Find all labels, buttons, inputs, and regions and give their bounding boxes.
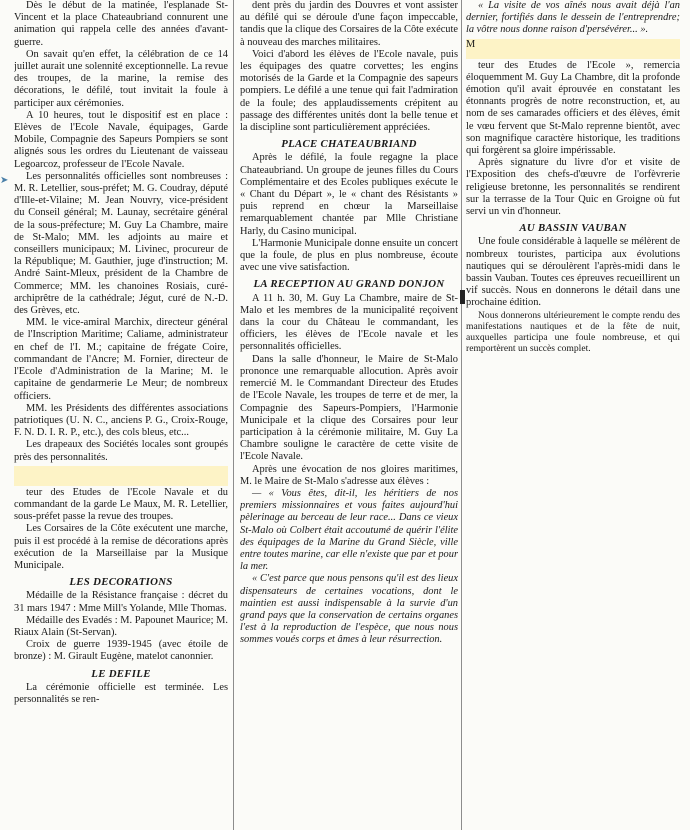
paragraph: On savait qu'en effet, la célébration de ce 14 juillet aurait une solennité exceptionnelle. La revue des troupes, de la marine, la remise des décorations, le défilé, tout invitait la foule à participer aux cérémonies. bbox=[14, 48, 228, 109]
section-heading: LE DEFILE bbox=[91, 667, 151, 680]
article-column-2 bbox=[240, 0, 458, 647]
paragraph: MM. le vice-amiral Marchix, directeur général de l'Inscription Maritime; Caliame, administrateur en chef de l'I. M.; capitaine de frégate Coire, commandant de l'Ancre; M. Fornier, directeur de l'Ecole d'Administration de la Marine; M. le capitaine de gendarmerie Le Meur; de nombreux officiers. bbox=[14, 317, 228, 402]
paragraph: teur des Etudes de l'Ecole Navale et du commandant de la garde Le Maux, M. R. Letellier, sous-préfet passe la revue des troupes. bbox=[14, 486, 228, 523]
paragraph: Médaille des Evadés : M. Papounet Maurice; M. Riaux Alain (St-Servan). bbox=[14, 614, 228, 638]
paragraph: Voici d'abord les élèves de l'Ecole navale, puis les équipages des quatre corvettes; les engins motorisés de la Garde et la Compagnie des sapeurs pompiers. Le défilé a une tenue qui fait l'admiration de la foule; des applaudissements crépitent au passage des différentes unités dont la belle tenue et la discipline sont particulièrement appréciées. bbox=[240, 48, 458, 134]
paragraph: Les Corsaires de la Côte exécutent une marche, puis il est procédé à la remise de décorations après exécution de la Marseillaise par la Musique Municipale. bbox=[14, 523, 228, 571]
paragraph: dent près du jardin des Douvres et vont assister au défilé qui se déroule d'une façon impeccable, tandis que la clique des Corsaires de la Côte exécute à nouveau des marches militaires. bbox=[240, 0, 458, 48]
section-heading: AU BASSIN VAUBAN bbox=[519, 222, 627, 235]
paragraph: Nous donnerons ultérieurement le compte rendu des manifestations nautiques et de la fête de nuit, auxquelles participa une foule nombreuse, et qui remportèrent un succès complet. bbox=[466, 309, 680, 354]
paragraph: Après le défilé, la foule regagne la place Chateaubriand. Un groupe de jeunes filles du Cours Complémentaire et des Ecoles publiques exécute le « Chant du Départ », le « chant des Résistants » puis reprend en chœur la Marseillaise remarquablement chantée par Mlle Christiane Harly, du Casino municipal. bbox=[240, 152, 458, 237]
paragraph: Croix de guerre 1939-1945 (avec étoile de bronze) : M. Girault Eugène, matelot canonnier. bbox=[14, 639, 228, 663]
highlighted-line bbox=[14, 466, 228, 486]
paragraph: Après signature du livre d'or et visite de l'Exposition des chefs-d'œuvre de l'orfèvrerie religieuse bretonne, les personnalités se rendirent sur la terrasse de la Tour Quic en Groigne où fut servi un vin d'honneur. bbox=[466, 157, 680, 218]
paragraph: Les personnalités officielles sont nombreuses : M. R. Letellier, sous-préfet; M. G. Coudray, député d'Ille-et-Vilaine; M. Jean Nouvry, vice-président du Conseil général; M. Launay, secrétaire général de la sous-préfecture; M. Guy La Chambre, maire de St-Malo; MM. les adjoints au maire et conseillers municipaux; M. Livinec, procureur de la République; M. Gauthier, juge d'instruction; M. André Saint-Mleux, président de la Chambre de Commerce; MM. les chanoines Rosiais, curé-archiprêtre de la cathédrale; Jégut, curé de N.-D. des Grèves, etc. bbox=[14, 170, 228, 317]
paragraph: Médaille de la Résistance française : décret du 31 mars 1947 : Mme Mill's Yolande, Mlle Thomas. bbox=[14, 590, 228, 614]
paragraph: La cérémonie officielle est terminée. Les personnalités se ren- bbox=[14, 681, 228, 705]
paragraph: L'Harmonie Municipale donne ensuite un concert que la foule, de plus en plus nombreuse, écoute avec une vive satisfaction. bbox=[240, 237, 458, 274]
paragraph: Les drapeaux des Sociétés locales sont groupés près des personnalités. bbox=[14, 439, 228, 463]
paragraph: A 11 h. 30, M. Guy La Chambre, maire de St-Malo et les membres de la municipalité reçoivent dans la cour du Château le commandant, les officiers, les élèves de l'Ecole navale et les personnalités officielles. bbox=[240, 292, 458, 353]
highlighted-line-text: M bbox=[466, 38, 476, 50]
paragraph: Après une évocation de nos gloires maritimes, M. le Maire de St-Malo s'adresse aux élèves : bbox=[240, 463, 458, 487]
paragraph: teur des Etudes de l'Ecole », remercia éloquemment M. Guy La Chambre, dit la profonde émotion qu'il avait éprouvée en constatant les étonnants progrès de notre reconstruction, et, au nom de ses camarades officiers et des élèves, émit le vœu fervent que St-Malo reprenne bientôt, avec son magnifique caractère historique, les traditions qui forgèrent sa gloire impérissable. bbox=[466, 59, 680, 157]
paragraph: A 10 heures, tout le dispositif est en place : Elèves de l'Ecole Navale, équipages, Garde Mobile, Compagnie des Sapeurs Pompiers se sont alignés sous les ordres du Lieutenant de vaisseau Legoarcoz, professeur de l'Ecole Navale. bbox=[14, 109, 228, 170]
paragraph: « La visite de vos aînés nous avait déjà l'an dernier, fortifiés dans le dessein de l'entreprendre; la vôtre nous donne raison d'persévérer... ». bbox=[466, 0, 680, 36]
article-column-1 bbox=[14, 0, 228, 706]
column-divider bbox=[233, 0, 234, 830]
margin-marker bbox=[460, 290, 465, 304]
column-divider bbox=[461, 0, 462, 830]
paragraph: « C'est parce que nous pensons qu'il est des lieux dispensateurs de certaines vocations, dont le maintien est aussi indispensable à la survie d'un grand pays que la conservation de certains organes l'est à la reproduction de l'espèce, que nous nous sommes voués corps et âmes à leur résurrection. bbox=[240, 573, 458, 646]
section-heading: LA RECEPTION AU GRAND DONJON bbox=[253, 278, 445, 291]
margin-arrow-icon: ➤ bbox=[0, 175, 9, 186]
article-column-3 bbox=[466, 0, 680, 354]
paragraph: — « Vous êtes, dit-il, les héritiers de nos premiers missionnaires et vous faites aujourd'hui pèlerinage au berceau de leur race... Dans ce vieux St-Malo où Colbert était accoutumé de quérir l'élite des équipages de la Marine du Grand Siècle, ville entre toutes marine, car elle n'existe que par et pour la mer. bbox=[240, 487, 458, 573]
section-heading: LES DECORATIONS bbox=[69, 576, 173, 589]
paragraph: MM. les Présidents des différentes associations patriotiques (U. N. C., anciens P. G., Croix-Rouge, F. N. D. I. R. P., etc.), des cols bleus, etc... bbox=[14, 402, 228, 439]
paragraph: Dès le début de la matinée, l'esplanade St-Vincent et la place Chateaubriand connurent une animation qui rappela celle des années d'avant-guerre. bbox=[14, 0, 228, 48]
highlighted-line bbox=[466, 39, 680, 59]
section-heading: PLACE CHATEAUBRIAND bbox=[281, 138, 417, 151]
paragraph: Une foule considérable à laquelle se mélèrent de nombreux touristes, participa aux évolutions nautiques qui se déroulèrent l'après-midi dans le bassin Vauban. Toutes ces épreuves recueillirent un vif succès. Nous en donnerons le détail dans une prochaine édition. bbox=[466, 236, 680, 309]
paragraph: Dans la salle d'honneur, le Maire de St-Malo prononce une remarquable allocution. Après avoir remercié M. le Commandant Directeur des Etudes de l'Ecole Navale, les troupes de terre et de mer, la Compagnie des Sapeurs-Pompiers, l'Harmonie Municipale et la clique des Corsaires pour leur participation à la cérémonie militaire, M. Guy La Chambre souligne le caractère de cette visite de l'Ecole Navale. bbox=[240, 353, 458, 463]
